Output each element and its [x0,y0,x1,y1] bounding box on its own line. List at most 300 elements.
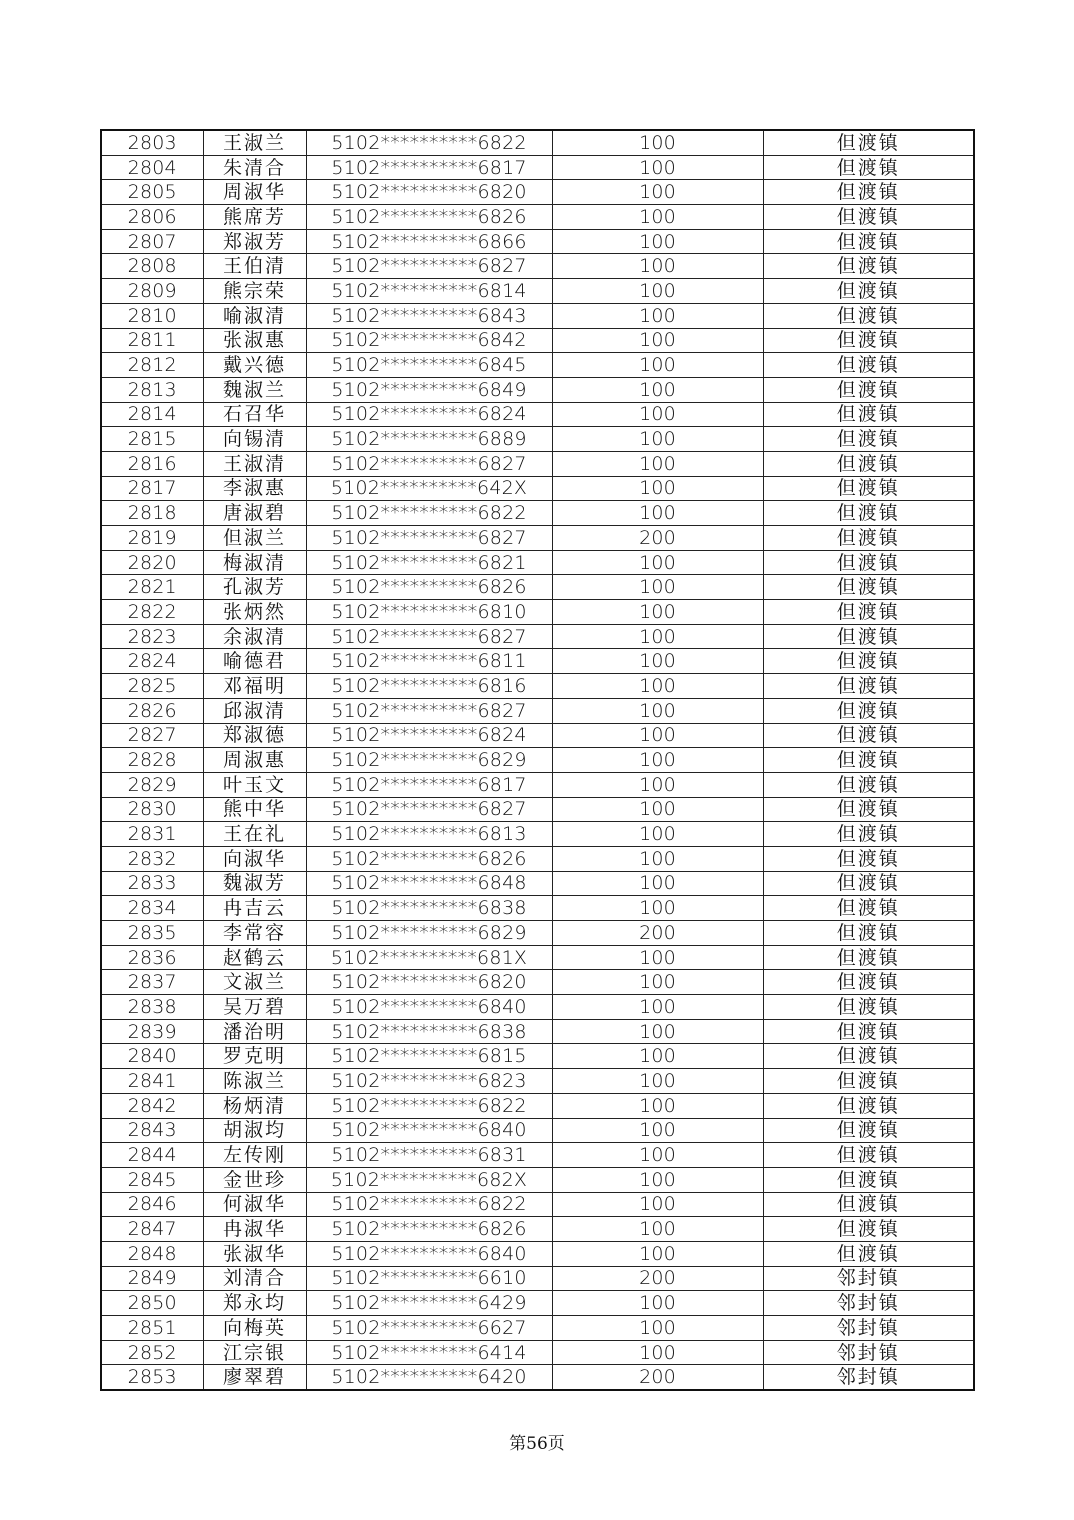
cell-town: 但渡镇 [763,575,974,600]
cell-name: 魏淑兰 [203,377,306,402]
cell-id-number: 5102**********6827 [306,624,552,649]
cell-id-number: 5102**********6831 [306,1143,552,1168]
cell-name: 邓福明 [203,674,306,699]
cell-name: 叶玉文 [203,772,306,797]
cell-id-number: 5102**********6840 [306,1118,552,1143]
cell-seq: 2835 [101,921,203,946]
cell-town: 但渡镇 [763,1069,974,1094]
cell-name: 李常容 [203,921,306,946]
cell-town: 但渡镇 [763,130,974,155]
cell-name: 石召华 [203,402,306,427]
cell-seq: 2852 [101,1340,203,1365]
cell-amount: 100 [552,624,763,649]
cell-seq: 2829 [101,772,203,797]
cell-town: 但渡镇 [763,748,974,773]
cell-town: 但渡镇 [763,1143,974,1168]
cell-id-number: 5102**********6816 [306,674,552,699]
cell-town: 但渡镇 [763,649,974,674]
cell-seq: 2816 [101,451,203,476]
cell-id-number: 5102**********6824 [306,723,552,748]
cell-name: 冉淑华 [203,1217,306,1242]
cell-town: 但渡镇 [763,723,974,748]
beneficiary-table [100,129,975,1391]
table-row [101,1316,974,1341]
cell-name: 邱淑清 [203,698,306,723]
cell-town: 但渡镇 [763,970,974,995]
cell-name: 江宗银 [203,1340,306,1365]
cell-id-number: 5102**********642X [306,476,552,501]
page-number: 第56页 [509,1434,565,1454]
table-row [101,772,974,797]
cell-amount: 100 [552,575,763,600]
cell-amount: 100 [552,476,763,501]
cell-town: 但渡镇 [763,279,974,304]
cell-id-number: 5102**********682X [306,1167,552,1192]
cell-name: 文淑兰 [203,970,306,995]
cell-name: 金世珍 [203,1167,306,1192]
table-row [101,995,974,1020]
cell-name: 陈淑兰 [203,1069,306,1094]
cell-town: 但渡镇 [763,328,974,353]
cell-id-number: 5102**********6813 [306,822,552,847]
cell-amount: 100 [552,1291,763,1316]
cell-name: 熊宗荣 [203,279,306,304]
cell-town: 但渡镇 [763,772,974,797]
cell-id-number: 5102**********6811 [306,649,552,674]
cell-amount: 100 [552,130,763,155]
cell-amount: 100 [552,205,763,230]
cell-name: 张淑惠 [203,328,306,353]
cell-amount: 100 [552,229,763,254]
cell-town: 但渡镇 [763,526,974,551]
table-row [101,1019,974,1044]
table-row [101,649,974,674]
cell-id-number: 5102**********6843 [306,303,552,328]
cell-town: 但渡镇 [763,600,974,625]
cell-town: 但渡镇 [763,1167,974,1192]
cell-id-number: 5102**********6610 [306,1266,552,1291]
cell-amount: 100 [552,772,763,797]
cell-town: 但渡镇 [763,995,974,1020]
cell-amount: 100 [552,303,763,328]
cell-town: 但渡镇 [763,205,974,230]
cell-name: 向淑华 [203,846,306,871]
cell-town: 但渡镇 [763,674,974,699]
cell-name: 王在礼 [203,822,306,847]
table-row [101,180,974,205]
table-row [101,254,974,279]
cell-id-number: 5102**********6822 [306,501,552,526]
table-row [101,1143,974,1168]
table-row [101,1192,974,1217]
cell-town: 但渡镇 [763,402,974,427]
table-row [101,1217,974,1242]
cell-id-number: 5102**********6822 [306,1192,552,1217]
cell-name: 何淑华 [203,1192,306,1217]
cell-amount: 100 [552,674,763,699]
cell-name: 王淑清 [203,451,306,476]
cell-name: 喻淑清 [203,303,306,328]
table-row [101,970,974,995]
cell-id-number: 5102**********6820 [306,970,552,995]
table-row [101,402,974,427]
cell-amount: 100 [552,1241,763,1266]
cell-amount: 100 [552,1217,763,1242]
cell-amount: 100 [552,353,763,378]
table-row [101,451,974,476]
cell-town: 但渡镇 [763,945,974,970]
cell-name: 杨炳清 [203,1093,306,1118]
table-row [101,377,974,402]
table-row [101,822,974,847]
cell-seq: 2825 [101,674,203,699]
cell-name: 冉吉云 [203,896,306,921]
cell-amount: 100 [552,180,763,205]
cell-name: 赵鹤云 [203,945,306,970]
cell-name: 余淑清 [203,624,306,649]
cell-amount: 100 [552,1316,763,1341]
cell-amount: 100 [552,377,763,402]
cell-name: 刘清合 [203,1266,306,1291]
cell-id-number: 5102**********6889 [306,427,552,452]
cell-seq: 2832 [101,846,203,871]
cell-seq: 2843 [101,1118,203,1143]
cell-amount: 100 [552,1143,763,1168]
cell-name: 王伯清 [203,254,306,279]
cell-seq: 2821 [101,575,203,600]
table-row [101,427,974,452]
cell-town: 但渡镇 [763,1241,974,1266]
cell-name: 潘治明 [203,1019,306,1044]
table-row [101,1118,974,1143]
cell-id-number: 5102**********6827 [306,254,552,279]
cell-amount: 100 [552,698,763,723]
cell-amount: 100 [552,1118,763,1143]
cell-id-number: 5102**********6824 [306,402,552,427]
cell-name: 熊席芳 [203,205,306,230]
cell-seq: 2808 [101,254,203,279]
cell-name: 梅淑清 [203,550,306,575]
cell-id-number: 5102**********6814 [306,279,552,304]
cell-seq: 2837 [101,970,203,995]
cell-town: 但渡镇 [763,254,974,279]
cell-town: 但渡镇 [763,846,974,871]
table-row [101,600,974,625]
cell-id-number: 5102**********6823 [306,1069,552,1094]
cell-id-number: 5102**********6627 [306,1316,552,1341]
table-row [101,698,974,723]
cell-seq: 2823 [101,624,203,649]
cell-town: 但渡镇 [763,1192,974,1217]
cell-seq: 2807 [101,229,203,254]
cell-seq: 2833 [101,871,203,896]
cell-seq: 2836 [101,945,203,970]
cell-town: 但渡镇 [763,1217,974,1242]
cell-seq: 2812 [101,353,203,378]
cell-seq: 2840 [101,1044,203,1069]
cell-name: 魏淑芳 [203,871,306,896]
cell-town: 但渡镇 [763,451,974,476]
table-row [101,526,974,551]
cell-town: 但渡镇 [763,1118,974,1143]
cell-seq: 2815 [101,427,203,452]
cell-name: 吴万碧 [203,995,306,1020]
cell-name: 但淑兰 [203,526,306,551]
table-row [101,130,974,155]
cell-amount: 100 [552,970,763,995]
cell-seq: 2819 [101,526,203,551]
cell-seq: 2845 [101,1167,203,1192]
cell-name: 廖翠碧 [203,1365,306,1390]
cell-seq: 2824 [101,649,203,674]
cell-seq: 2809 [101,279,203,304]
cell-name: 戴兴德 [203,353,306,378]
table-row [101,1044,974,1069]
cell-amount: 100 [552,600,763,625]
cell-seq: 2848 [101,1241,203,1266]
cell-town: 但渡镇 [763,353,974,378]
cell-amount: 100 [552,155,763,180]
cell-seq: 2813 [101,377,203,402]
cell-seq: 2838 [101,995,203,1020]
cell-amount: 100 [552,501,763,526]
cell-id-number: 5102**********6810 [306,600,552,625]
table-row [101,279,974,304]
cell-id-number: 5102**********6821 [306,550,552,575]
cell-name: 唐淑碧 [203,501,306,526]
cell-amount: 100 [552,1044,763,1069]
cell-town: 但渡镇 [763,921,974,946]
table-row [101,1340,974,1365]
cell-id-number: 5102**********6815 [306,1044,552,1069]
cell-seq: 2830 [101,797,203,822]
cell-id-number: 5102**********6820 [306,180,552,205]
cell-name: 熊中华 [203,797,306,822]
cell-seq: 2822 [101,600,203,625]
cell-name: 向梅英 [203,1316,306,1341]
cell-seq: 2803 [101,130,203,155]
cell-name: 王淑兰 [203,130,306,155]
cell-id-number: 5102**********6849 [306,377,552,402]
cell-amount: 200 [552,526,763,551]
table-row [101,1069,974,1094]
cell-id-number: 5102**********6827 [306,797,552,822]
cell-seq: 2804 [101,155,203,180]
cell-name: 朱清合 [203,155,306,180]
cell-seq: 2834 [101,896,203,921]
cell-seq: 2814 [101,402,203,427]
cell-id-number: 5102**********6827 [306,526,552,551]
cell-amount: 100 [552,871,763,896]
cell-name: 喻德君 [203,649,306,674]
cell-name: 左传刚 [203,1143,306,1168]
cell-amount: 100 [552,896,763,921]
cell-seq: 2826 [101,698,203,723]
table-row [101,229,974,254]
cell-id-number: 5102**********6414 [306,1340,552,1365]
cell-id-number: 5102**********6866 [306,229,552,254]
table-row [101,748,974,773]
cell-seq: 2805 [101,180,203,205]
table-row [101,723,974,748]
table-row [101,1167,974,1192]
cell-seq: 2806 [101,205,203,230]
cell-name: 胡淑均 [203,1118,306,1143]
cell-seq: 2820 [101,550,203,575]
cell-id-number: 5102**********681X [306,945,552,970]
cell-town: 但渡镇 [763,377,974,402]
cell-seq: 2810 [101,303,203,328]
cell-seq: 2831 [101,822,203,847]
cell-id-number: 5102**********6429 [306,1291,552,1316]
table-row [101,896,974,921]
cell-amount: 100 [552,254,763,279]
table-row [101,871,974,896]
cell-town: 邻封镇 [763,1266,974,1291]
cell-name: 李淑惠 [203,476,306,501]
cell-id-number: 5102**********6822 [306,1093,552,1118]
cell-id-number: 5102**********6845 [306,353,552,378]
cell-seq: 2811 [101,328,203,353]
cell-id-number: 5102**********6838 [306,896,552,921]
cell-seq: 2842 [101,1093,203,1118]
cell-name: 周淑惠 [203,748,306,773]
table-row [101,1266,974,1291]
cell-seq: 2844 [101,1143,203,1168]
cell-id-number: 5102**********6842 [306,328,552,353]
cell-id-number: 5102**********6826 [306,846,552,871]
cell-town: 但渡镇 [763,303,974,328]
table-row [101,945,974,970]
cell-seq: 2817 [101,476,203,501]
cell-amount: 100 [552,723,763,748]
table-row [101,1093,974,1118]
cell-id-number: 5102**********6826 [306,205,552,230]
cell-name: 孔淑芳 [203,575,306,600]
cell-amount: 100 [552,550,763,575]
cell-id-number: 5102**********6817 [306,772,552,797]
cell-amount: 200 [552,921,763,946]
table-row [101,550,974,575]
cell-name: 罗克明 [203,1044,306,1069]
cell-amount: 100 [552,846,763,871]
cell-town: 邻封镇 [763,1340,974,1365]
cell-town: 邻封镇 [763,1291,974,1316]
cell-town: 但渡镇 [763,698,974,723]
cell-amount: 100 [552,1093,763,1118]
cell-seq: 2818 [101,501,203,526]
cell-id-number: 5102**********6822 [306,130,552,155]
cell-town: 但渡镇 [763,180,974,205]
cell-amount: 200 [552,1365,763,1390]
cell-seq: 2850 [101,1291,203,1316]
cell-seq: 2827 [101,723,203,748]
cell-amount: 100 [552,402,763,427]
cell-seq: 2846 [101,1192,203,1217]
cell-id-number: 5102**********6826 [306,575,552,600]
cell-town: 但渡镇 [763,476,974,501]
cell-name: 张淑华 [203,1241,306,1266]
table-row [101,476,974,501]
cell-name: 张炳然 [203,600,306,625]
cell-amount: 100 [552,649,763,674]
cell-name: 郑淑芳 [203,229,306,254]
cell-town: 但渡镇 [763,822,974,847]
cell-town: 但渡镇 [763,624,974,649]
cell-name: 向锡清 [203,427,306,452]
cell-id-number: 5102**********6827 [306,698,552,723]
cell-seq: 2841 [101,1069,203,1094]
table-row [101,797,974,822]
cell-id-number: 5102**********6848 [306,871,552,896]
cell-name: 周淑华 [203,180,306,205]
cell-seq: 2853 [101,1365,203,1390]
cell-town: 但渡镇 [763,550,974,575]
cell-amount: 100 [552,822,763,847]
cell-id-number: 5102**********6817 [306,155,552,180]
cell-amount: 100 [552,1167,763,1192]
cell-amount: 100 [552,328,763,353]
cell-town: 但渡镇 [763,501,974,526]
table-row [101,674,974,699]
cell-seq: 2839 [101,1019,203,1044]
cell-amount: 100 [552,279,763,304]
cell-id-number: 5102**********6420 [306,1365,552,1390]
cell-town: 但渡镇 [763,896,974,921]
cell-amount: 100 [552,1340,763,1365]
cell-id-number: 5102**********6838 [306,1019,552,1044]
cell-amount: 100 [552,427,763,452]
cell-amount: 100 [552,995,763,1020]
table-row [101,846,974,871]
table-row [101,353,974,378]
cell-id-number: 5102**********6827 [306,451,552,476]
cell-town: 但渡镇 [763,871,974,896]
cell-town: 邻封镇 [763,1365,974,1390]
table-row [101,921,974,946]
cell-seq: 2851 [101,1316,203,1341]
cell-amount: 100 [552,797,763,822]
cell-amount: 100 [552,1192,763,1217]
cell-id-number: 5102**********6840 [306,1241,552,1266]
table-row [101,1241,974,1266]
cell-id-number: 5102**********6829 [306,921,552,946]
cell-id-number: 5102**********6826 [306,1217,552,1242]
table-row [101,1365,974,1390]
cell-seq: 2828 [101,748,203,773]
cell-town: 但渡镇 [763,155,974,180]
cell-town: 但渡镇 [763,797,974,822]
table-row [101,575,974,600]
cell-amount: 100 [552,748,763,773]
table-row [101,155,974,180]
cell-town: 但渡镇 [763,427,974,452]
cell-seq: 2849 [101,1266,203,1291]
cell-town: 邻封镇 [763,1316,974,1341]
cell-town: 但渡镇 [763,229,974,254]
cell-amount: 100 [552,1019,763,1044]
table-row [101,624,974,649]
cell-town: 但渡镇 [763,1019,974,1044]
table-body [101,130,974,1390]
cell-id-number: 5102**********6840 [306,995,552,1020]
table-row [101,501,974,526]
cell-town: 但渡镇 [763,1044,974,1069]
cell-amount: 100 [552,945,763,970]
table-row [101,303,974,328]
cell-name: 郑淑德 [203,723,306,748]
cell-amount: 100 [552,451,763,476]
